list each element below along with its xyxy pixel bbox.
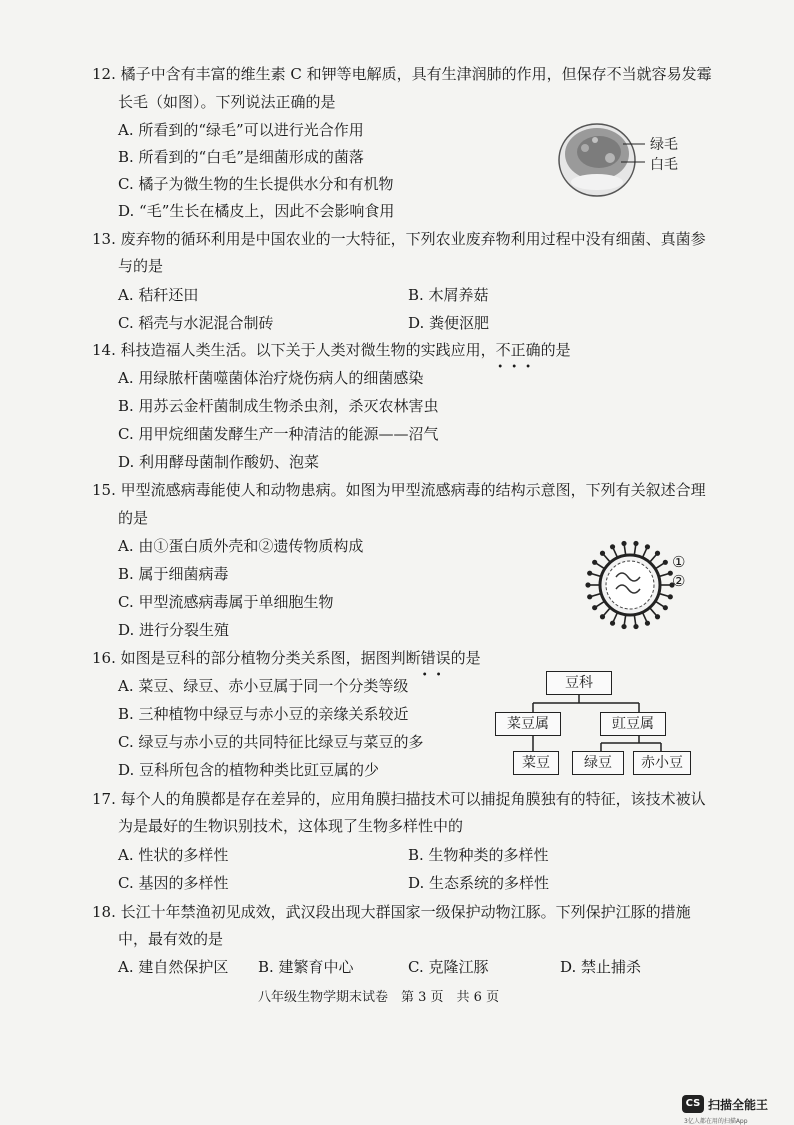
q12-stem-line1: 12. 橘子中含有丰富的维生素 C 和钾等电解质，具有生津润肺的作用，但保存不当就容易发霉 — [92, 65, 712, 83]
virus-spike-tip — [587, 594, 592, 599]
page-footer: 八年级生物学期末试卷 第 3 页 共 6 页 — [258, 990, 500, 1005]
q14-emphasis-text: 不正确 — [495, 341, 541, 359]
q13-option-b: B. 木屑养菇 — [408, 286, 489, 304]
q16-emphasis — [420, 649, 451, 681]
tree-node-family: 豆科 — [546, 671, 612, 695]
q16-option-c: C. 绿豆与赤小豆的共同特征比绿豆与菜豆的多 — [118, 733, 424, 751]
virus-label-1: ① — [672, 553, 686, 571]
virus-spike-tip — [645, 544, 650, 549]
q17-option-d: D. 生态系统的多样性 — [408, 874, 550, 892]
q12-option-a: A. 所看到的“绿毛”可以进行光合作用 — [118, 121, 364, 139]
virus-spike-tip — [610, 621, 615, 626]
q12-option-b: B. 所看到的“白毛”是细菌形成的菌落 — [118, 148, 364, 166]
q15-option-c: C. 甲型流感病毒属于单细胞生物 — [118, 593, 334, 611]
emphasis-dots: ••• — [497, 362, 539, 373]
q17-stem-line2: 为是最好的生物识别技术，这体现了生物多样性中的 — [118, 817, 464, 835]
tree-node-adzuki-bean: 赤小豆 — [633, 751, 691, 775]
q17-option-c: C. 基因的多样性 — [118, 874, 229, 892]
q13-option-c: C. 稻壳与水泥混合制砖 — [118, 314, 274, 332]
tree-node-genus-vigna: 豇豆属 — [600, 712, 666, 736]
q17-stem-line1: 17. 每个人的角膜都是存在差异的，应用角膜扫描技术可以捕捉角膜独有的特征，该技术被认 — [92, 790, 706, 808]
q15-option-d: D. 进行分裂生殖 — [118, 621, 230, 639]
q15-option-b: B. 属于细菌病毒 — [118, 565, 229, 583]
q16-stem — [92, 648, 481, 681]
virus-spike-tip — [621, 624, 626, 629]
q14-emphasis — [495, 341, 541, 373]
virus-spike-tip — [663, 560, 668, 565]
q12-option-d: D. “毛”生长在橘皮上，因此不会影响食用 — [118, 202, 395, 220]
virus-spike-tip — [645, 621, 650, 626]
virus-spike-tip — [592, 605, 597, 610]
watermark-tagline: 3亿人都在用的扫描App — [684, 1118, 748, 1125]
virus-spike-tip — [655, 551, 660, 556]
q13-stem-line1: 13. 废弃物的循环利用是中国农业的一大特征，下列农业废弃物利用过程中没有细菌、真菌参 — [92, 230, 706, 248]
virus-spike-tip — [600, 614, 605, 619]
virus-spike-tip — [663, 605, 668, 610]
watermark-app-name: 扫描全能王 — [708, 1098, 769, 1112]
q16-option-b: B. 三种植物中绿豆与赤小豆的亲缘关系较近 — [118, 705, 409, 723]
q14-option-a: A. 用绿脓杆菌噬菌体治疗烧伤病人的细菌感染 — [118, 369, 424, 387]
q15-stem-line1: 15. 甲型流感病毒能使人和动物患病。如图为甲型流感病毒的结构示意图，下列有关叙述合理 — [92, 481, 706, 499]
q13-stem-line2: 与的是 — [118, 257, 164, 275]
q12-option-c: C. 橘子为微生物的生长提供水分和有机物 — [118, 175, 394, 193]
virus-spike-tip — [587, 571, 592, 576]
q16-stem-pre: 16. 如图是豆科的部分植物分类关系图，据图判断 — [92, 649, 421, 667]
q16-option-d: D. 豆科所包含的植物种类比豇豆属的少 — [118, 761, 380, 779]
q18-option-b: B. 建繁育中心 — [258, 958, 354, 976]
q18-stem-line2: 中，最有效的是 — [118, 930, 224, 948]
moldy-orange-figure — [555, 118, 645, 200]
q17-option-a: A. 性状的多样性 — [118, 846, 229, 864]
virus-spike-tip — [633, 624, 638, 629]
virus-spike-tip — [600, 551, 605, 556]
tree-node-genus-phaseolus: 菜豆属 — [495, 712, 561, 736]
virus-spike-tip — [610, 544, 615, 549]
q14-option-c: C. 用甲烷细菌发酵生产一种清洁的能源——沼气 — [118, 425, 439, 443]
q13-option-d: D. 粪便沤肥 — [408, 314, 490, 332]
q14-stem — [92, 340, 571, 373]
q13-option-a: A. 秸秆还田 — [118, 286, 199, 304]
virus-spike-tip — [633, 541, 638, 546]
green-mold-label: 绿毛 — [650, 137, 678, 153]
virus-label-2: ② — [672, 572, 686, 590]
camscanner-logo-icon: CS — [682, 1095, 704, 1113]
q14-option-b: B. 用苏云金杆菌制成生物杀虫剂，杀灭农林害虫 — [118, 397, 439, 415]
virus-spike-tip — [621, 541, 626, 546]
q16-option-a: A. 菜豆、绿豆、赤小豆属于同一个分类等级 — [118, 677, 409, 695]
q16-stem-post: 的是 — [450, 649, 481, 667]
q15-stem-line2: 的是 — [118, 509, 149, 527]
q14-stem-pre: 14. 科技造福人类生活。以下关于人类对微生物的实践应用， — [92, 341, 496, 359]
tree-node-kidney-bean: 菜豆 — [513, 751, 559, 775]
q14-option-d: D. 利用酵母菌制作酸奶、泡菜 — [118, 453, 320, 471]
white-mold-label: 白毛 — [650, 157, 678, 173]
q18-option-c: C. 克隆江豚 — [408, 958, 489, 976]
influenza-virus-figure — [583, 537, 679, 633]
q18-option-d: D. 禁止捕杀 — [560, 958, 642, 976]
q14-stem-post: 的是 — [540, 341, 571, 359]
q15-option-a: A. 由①蛋白质外壳和②遗传物质构成 — [118, 537, 364, 555]
virus-spike-tip — [655, 614, 660, 619]
emphasis-dots: •• — [421, 670, 450, 681]
q17-option-b: B. 生物种类的多样性 — [408, 846, 549, 864]
virus-spike-tip — [668, 594, 673, 599]
q18-option-a: A. 建自然保护区 — [118, 958, 229, 976]
virus-spike-tip — [585, 582, 590, 587]
q16-emphasis-text: 错误 — [420, 649, 451, 667]
virus-spike-tip — [592, 560, 597, 565]
q18-stem-line1: 18. 长江十年禁渔初见成效，武汉段出现大群国家一级保护动物江豚。下列保护江豚的措施 — [92, 903, 691, 921]
q12-stem-line2: 长毛（如图）。下列说法正确的是 — [118, 93, 336, 111]
tree-node-mung-bean: 绿豆 — [572, 751, 624, 775]
